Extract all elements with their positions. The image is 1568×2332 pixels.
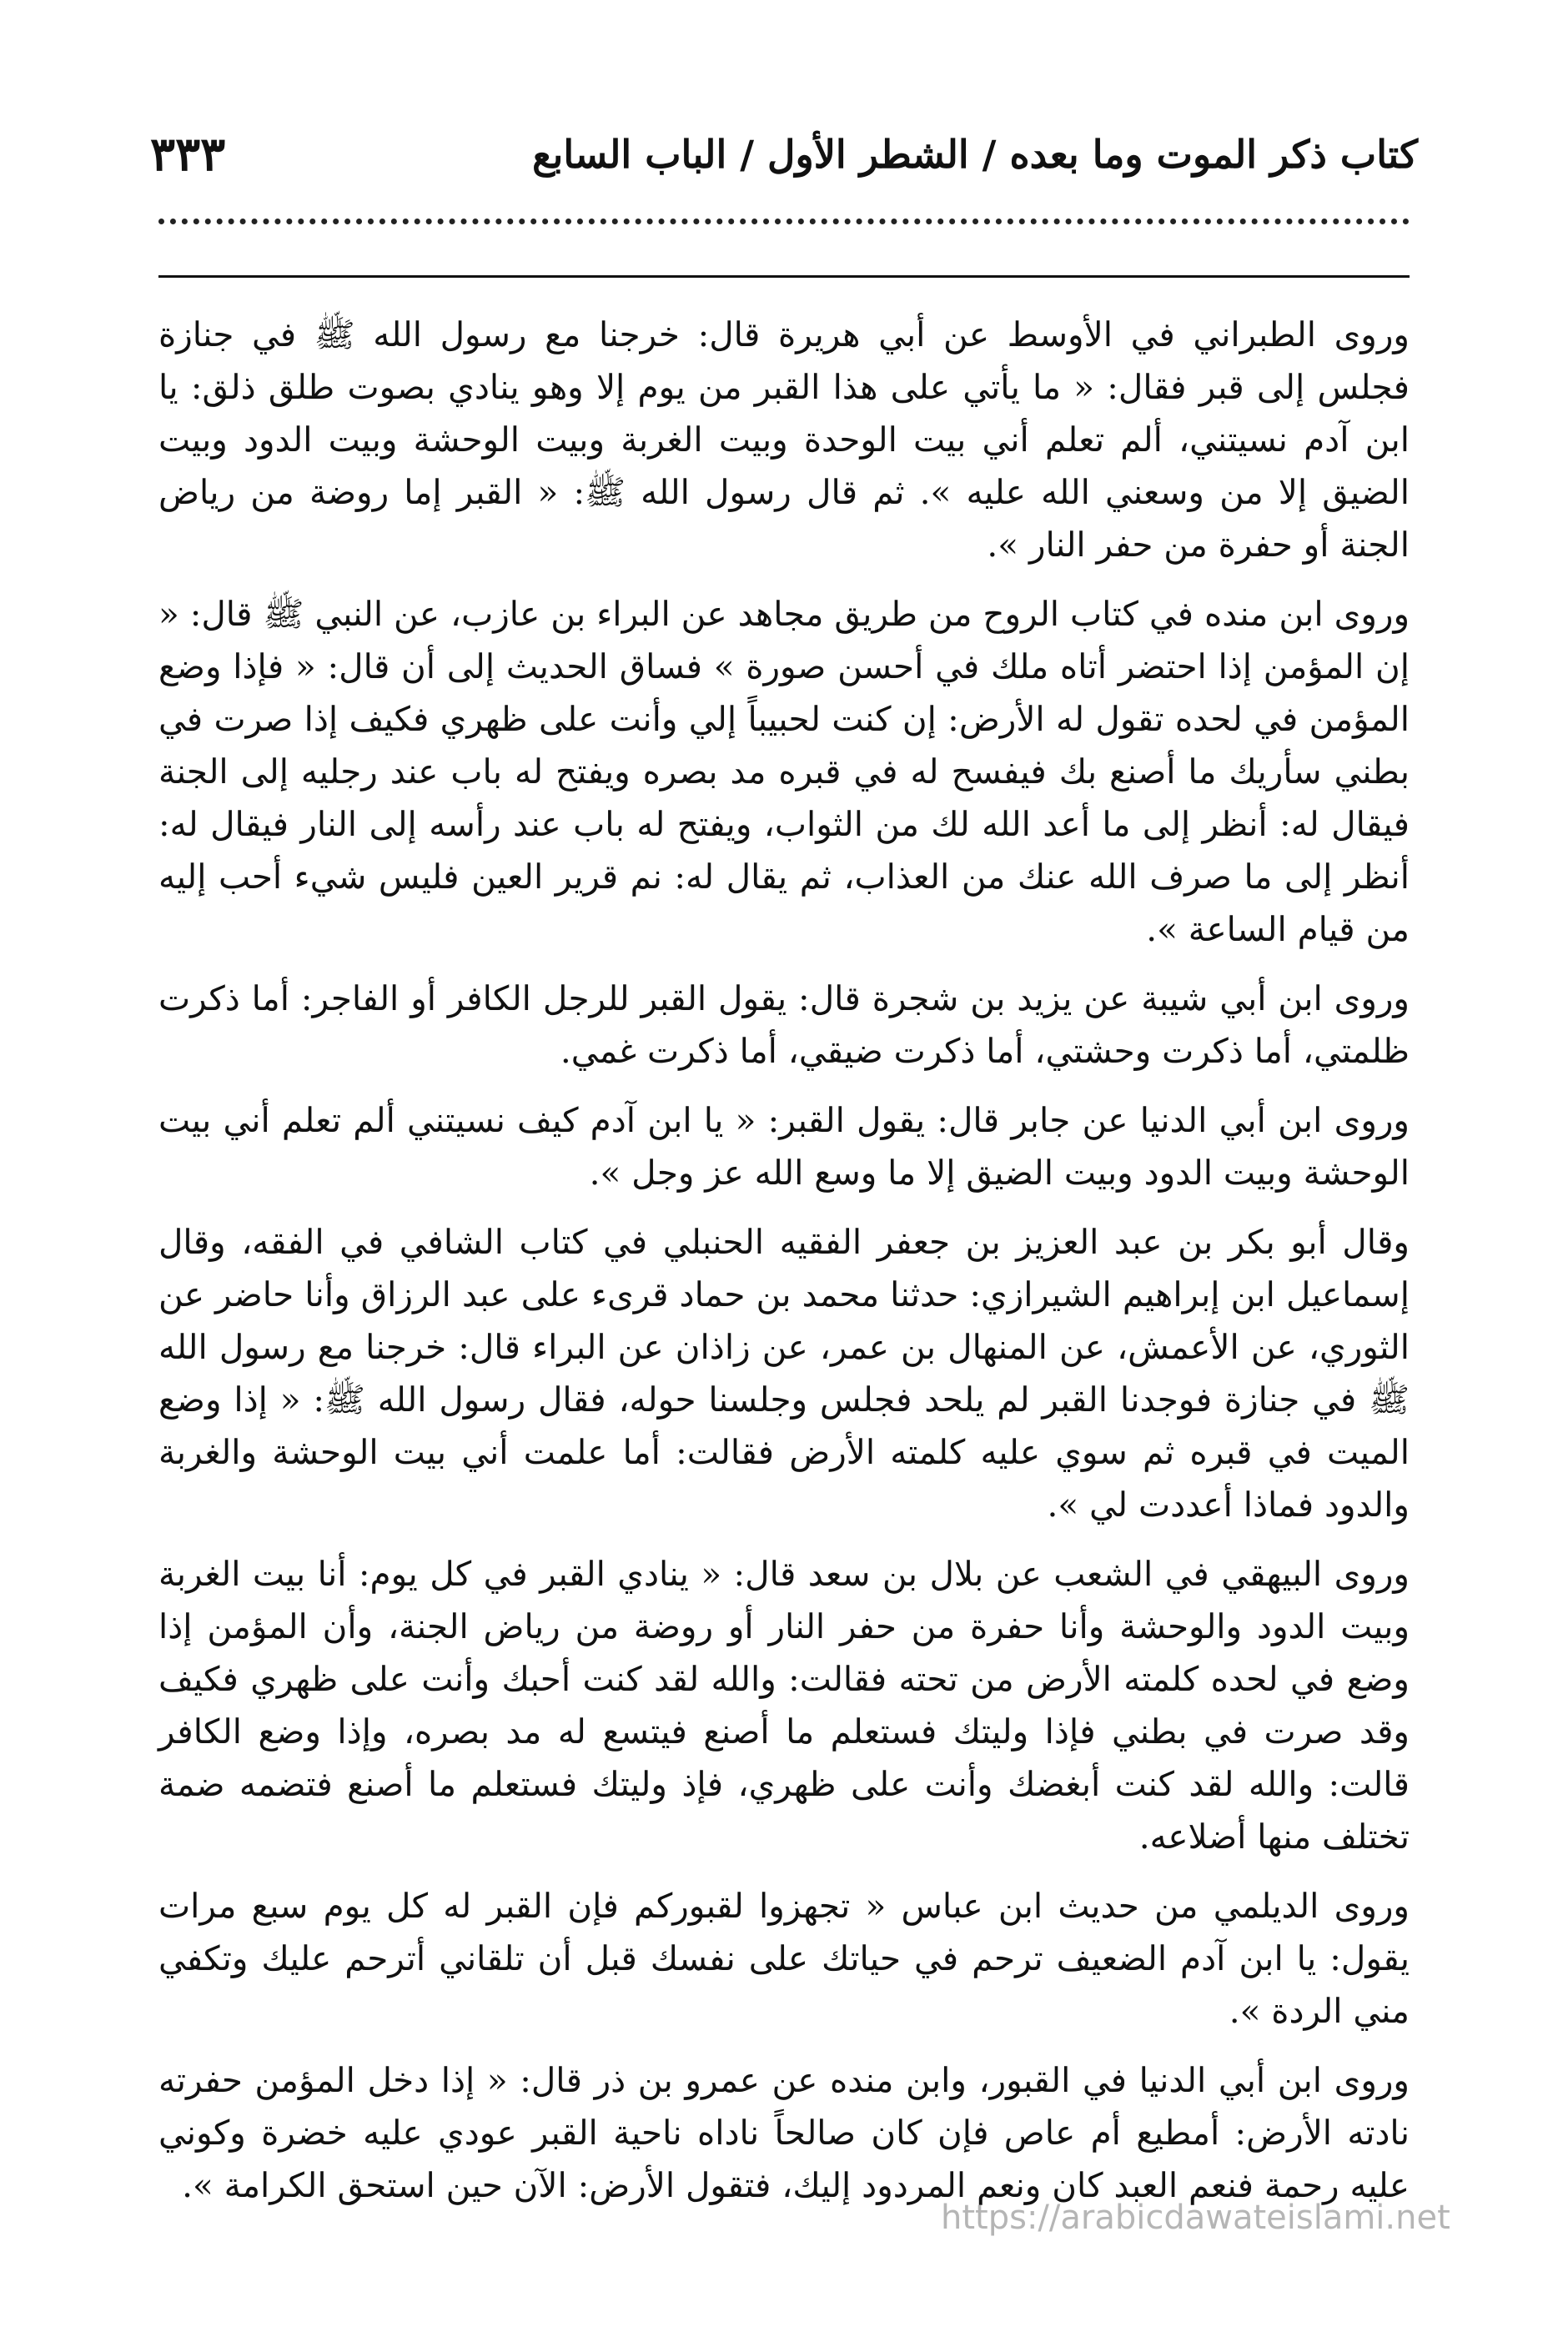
paragraph: وروى البيهقي في الشعب عن بلال بن سعد قال: « ينادي القبر في كل يوم: أنا بيت الغربة وبيت الدود والوحشة وأنا حفرة من حفر النار أو روضة من رياض الجنة، وأن المؤمن إذا وضع في لحده كلمته الأرض من تحته فقالت: والله لقد كنت أحبك وأنت على ظهري فكيف وقد صرت في بطني فإذا وليتك فستعلم ما أصنع فيتسع له مد بصره، وإذا وضع الكافر قالت: والله لقد كنت أبغضك وأنت على ظهري، فإذ وليتك فستعلم ما أصنع فتضمه ضمة تختلف منها أضلاعه. xyxy=(158,1554,1410,1857)
body-text xyxy=(158,309,1410,2229)
paragraph: وروى ابن أبي الدنيا في القبور، وابن منده عن عمرو بن ذر قال: « إذا دخل المؤمن حفرته نادته الأرض: أمطيع أم عاص فإن كان صالحاً ناداه ناحية القبر عودي عليه خضرة وكوني عليه رحمة فنعم العبد كان ونعم المردود إليك، فتقول الأرض: الآن حين استحق الكرامة ». xyxy=(158,2060,1410,2205)
paragraph: وقال أبو بكر بن عبد العزيز بن جعفر الفقيه الحنبلي في كتاب الشافي في الفقه، وقال إسماعيل ابن إبراهيم الشيرازي: حدثنا محمد بن حماد قرىء على عبد الرزاق وأنا حاضر عن الثوري، عن الأعمش، عن المنهال بن عمر، عن زاذان عن البراء قال: خرجنا مع رسول الله ﷺ في جنازة فوجدنا القبر لم يلحد فجلس وجلسنا حوله، فقال رسول الله ﷺ: « إذا وضع الميت في قبره ثم سوي عليه كلمته الأرض فقالت: أما علمت أني بيت الوحشة والغربة والدود فماذا أعددت لي ». xyxy=(158,1222,1410,1525)
paragraph: وروى ابن أبي شيبة عن يزيد بن شجرة قال: يقول القبر للرجل الكافر أو الفاجر: أما ذكرت ظلمتي، أما ذكرت وحشتي، أما ذكرت ضيقي، أما ذكرت غمي. xyxy=(158,978,1410,1071)
dotted-separator xyxy=(158,219,1410,233)
running-header xyxy=(150,125,1418,183)
paragraph: وروى الطبراني في الأوسط عن أبي هريرة قال: خرجنا مع رسول الله ﷺ في جنازة فجلس إلى قبر فقال: « ما يأتي على هذا القبر من يوم إلا وهو ينادي بصوت طلق ذلق: يا ابن آدم نسيتني، ألم تعلم أني بيت الوحدة وبيت الغربة وبيت الوحشة وبيت الدود وبيت الضيق إلا من وسعني الله عليه ». ثم قال رسول الله ﷺ: « القبر إما روضة من رياض الجنة أو حفرة من حفر النار ». xyxy=(158,314,1410,565)
paragraph: وروى ابن منده في كتاب الروح من طريق مجاهد عن البراء بن عازب، عن النبي ﷺ قال: « إن المؤمن إذا احتضر أتاه ملك في أحسن صورة » فساق الحديث إلى أن قال: « فإذا وضع المؤمن في لحده تقول له الأرض: إن كنت لحبيباً إلي وأنت على ظهري فكيف إذا صرت في بطني سأريك ما أصنع بك فيفسح له في قبره مد بصره ويفتح له باب عند رجليه إلى الجنة فيقال له: أنظر إلى ما أعد الله لك من الثواب، ويفتح له باب عند رأسه إلى النار فيقال له: أنظر إلى ما صرف الله عنك من العذاب، ثم يقال له: نم قرير العين فليس شيء أحب إليه من قيام الساعة ». xyxy=(158,594,1410,949)
paragraph: وروى ابن أبي الدنيا عن جابر قال: يقول القبر: « يا ابن آدم كيف نسيتني ألم تعلم أني بيت الوحشة وبيت الدود وبيت الضيق إلا ما وسع الله عز وجل ». xyxy=(158,1100,1410,1193)
paragraph: وروى الديلمي من حديث ابن عباس « تجهزوا لقبوركم فإن القبر له كل يوم سبع مرات يقول: يا ابن آدم الضعيف ترحم في حياتك على نفسك قبل أن تلقاني أترحم عليك وتكفي مني الردة ». xyxy=(158,1886,1410,2031)
watermark-url: https://arabicdawateislami.net xyxy=(941,2199,1450,2237)
page-number: ٣٣٣ xyxy=(150,127,226,182)
running-title: كتاب ذكر الموت وما بعده / الشطر الأول / الباب السابع xyxy=(532,132,1418,177)
header-rule xyxy=(158,275,1410,278)
